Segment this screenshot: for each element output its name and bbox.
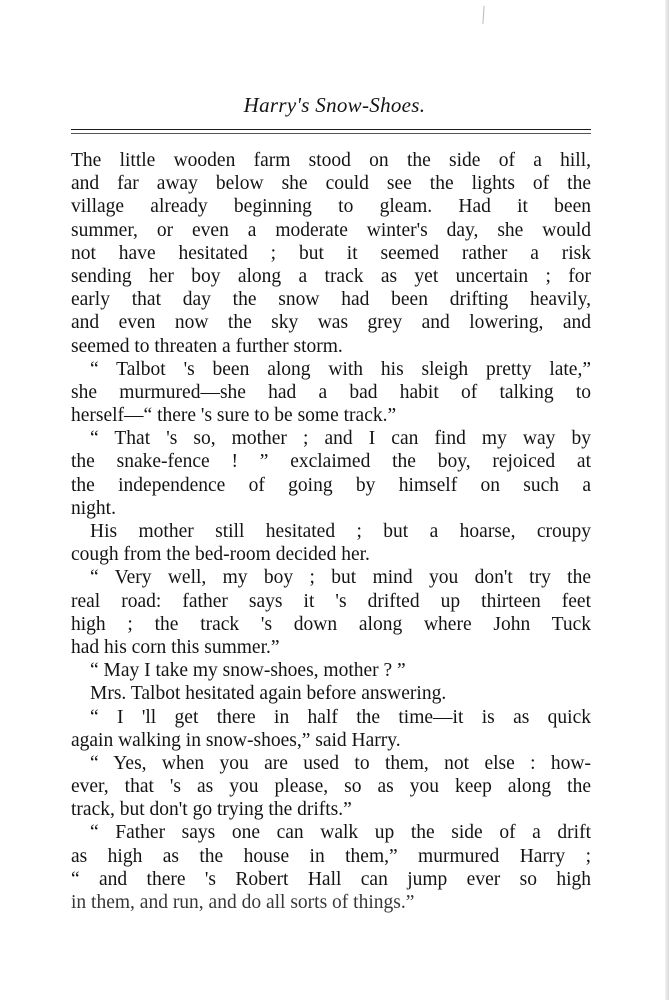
- text-line: His mother still hesitated ; but a hoarse, croupy: [90, 521, 591, 542]
- text-line: “ and there 's Robert Hall can jump ever so high: [71, 868, 591, 890]
- text-line: high ; the track 's down along where John Tuck: [71, 613, 591, 635]
- text-line: night.: [71, 497, 116, 519]
- text-line: herself—“ there 's sure to be some track.”: [71, 405, 397, 427]
- header-rule-thin: [71, 133, 591, 134]
- text-line: had his corn this summer.”: [71, 636, 280, 658]
- text-line: seemed to threaten a further storm.: [71, 335, 343, 357]
- text-line: real road: father says it 's drifted up thirteen feet: [71, 590, 591, 612]
- body-text: [71, 149, 591, 914]
- text-line: “ That 's so, mother ; and I can find my way by: [90, 428, 591, 450]
- text-line: Mrs. Talbot hesitated again before answering.: [90, 683, 447, 705]
- text-line: again walking in snow-shoes,” said Harry.: [71, 729, 401, 751]
- header-rule: [71, 129, 591, 130]
- text-line: ever, that 's as you please, so as you keep along the: [71, 776, 591, 798]
- text-line: the snake-fence ! ” exclaimed the boy, rejoiced at: [71, 451, 591, 473]
- text-line: “ Talbot 's been along with his sleigh pretty late,”: [90, 358, 591, 380]
- text-line: sending her boy along a track as yet uncertain ; for: [71, 265, 591, 287]
- text-line: and even now the sky was grey and lowering, and: [71, 312, 591, 334]
- text-line: the independence of going by himself on such a: [71, 474, 591, 496]
- text-line: “ Yes, when you are used to them, not else : how-: [90, 752, 591, 774]
- text-line: early that day the snow had been drifting heavily,: [71, 289, 591, 311]
- text-line: “ Father says one can walk up the side of a drift: [90, 822, 591, 844]
- text-line: not have hesitated ; but it seemed rather a risk: [71, 242, 591, 264]
- text-line: cough from the bed-room decided her.: [71, 544, 370, 566]
- text-line: and far away below she could see the lights of the: [71, 173, 591, 195]
- text-line: in them, and run, and do all sorts of things.”: [71, 892, 415, 913]
- text-line: track, but don't go trying the drifts.”: [71, 799, 352, 821]
- page-edge: [665, 0, 669, 1000]
- text-line: village already beginning to gleam. Had it been: [71, 196, 591, 218]
- text-line: summer, or even a moderate winter's day, she would: [71, 219, 591, 241]
- text-line: The little wooden farm stood on the side of a hill,: [71, 150, 591, 171]
- text-line: as high as the house in them,” murmured Harry ;: [71, 845, 591, 867]
- running-head: Harry's Snow-Shoes.: [243, 93, 426, 117]
- text-line: “ I 'll get there in half the time—it is as quick: [90, 706, 591, 728]
- text-line: “ May I take my snow-shoes, mother ? ”: [90, 660, 406, 682]
- text-line: she murmured—she had a bad habit of talking to: [71, 381, 591, 403]
- corner-mark: [482, 6, 488, 24]
- text-line: “ Very well, my boy ; but mind you don't try the: [90, 567, 591, 589]
